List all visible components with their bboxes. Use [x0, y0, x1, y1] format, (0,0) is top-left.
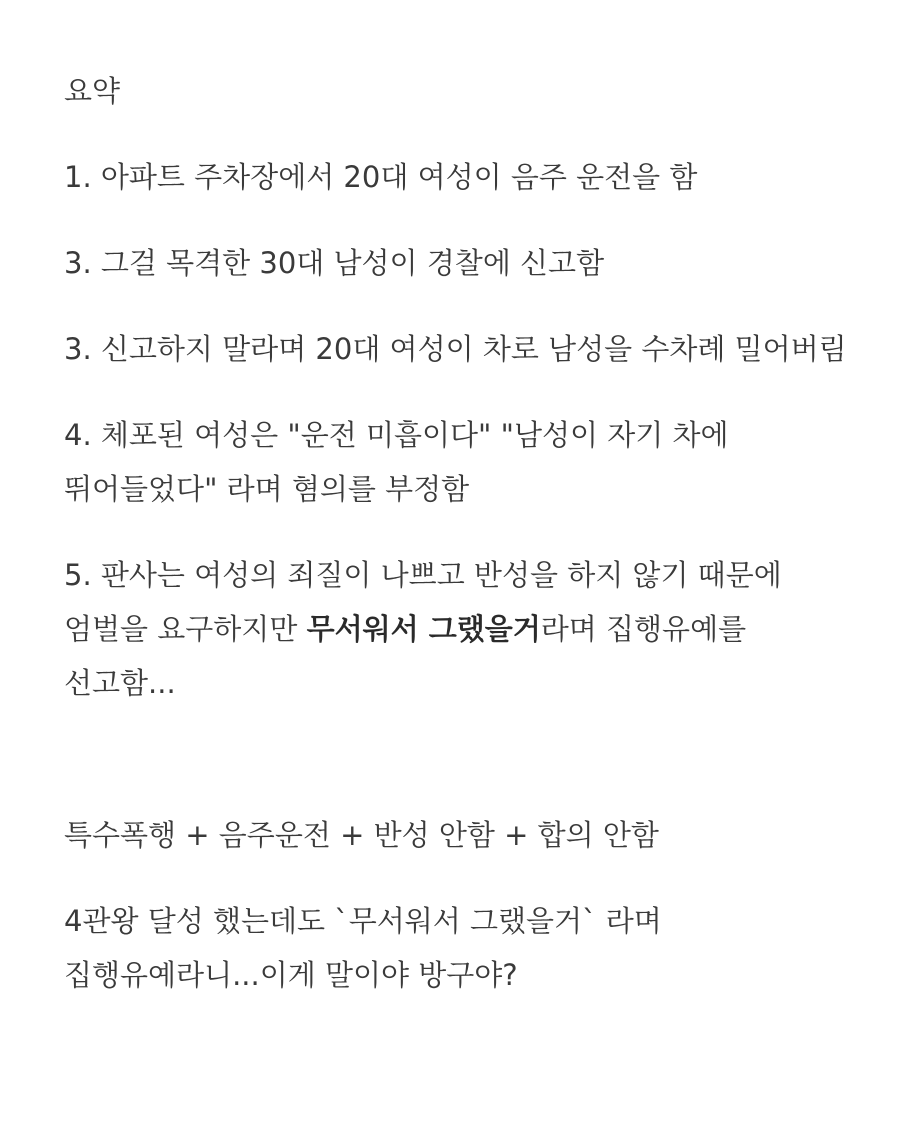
list-item-2: 3. 그걸 목격한 30대 남성이 경찰에 신고함	[64, 246, 605, 280]
list-item-5-text-after: 라며 집행유예를 선고함...	[64, 612, 747, 700]
post-body	[64, 64, 854, 1034]
list-item-5	[64, 548, 854, 710]
summary-heading: 요약	[64, 74, 121, 108]
closing-remark: 4관왕 달성 했는데도 `무서워서 그랬을거` 라며 집행유예라니...이게 말이야 방구야?	[64, 904, 662, 992]
list-item-1: 1. 아파트 주차장에서 20대 여성이 음주 운전을 함	[64, 160, 698, 194]
list-item-4: 4. 체포된 여성은 "운전 미흡이다" "남성이 자기 차에 뛰어들었다" 라며 혐의를 부정함	[64, 418, 729, 506]
charges-summary-line: 특수폭행 + 음주운전 + 반성 안함 + 합의 안함	[64, 818, 659, 852]
list-item-3: 3. 신고하지 말라며 20대 여성이 차로 남성을 수차례 밀어버림	[64, 332, 847, 366]
paragraph-gap	[64, 742, 854, 808]
list-item-5-bold-quote: 무서워서 그랬을거	[306, 612, 541, 646]
list-item-5-text-before: 5. 판사는 여성의 죄질이 나쁘고 반성을 하지 않기 때문에 엄벌을 요구하지만	[64, 558, 782, 646]
